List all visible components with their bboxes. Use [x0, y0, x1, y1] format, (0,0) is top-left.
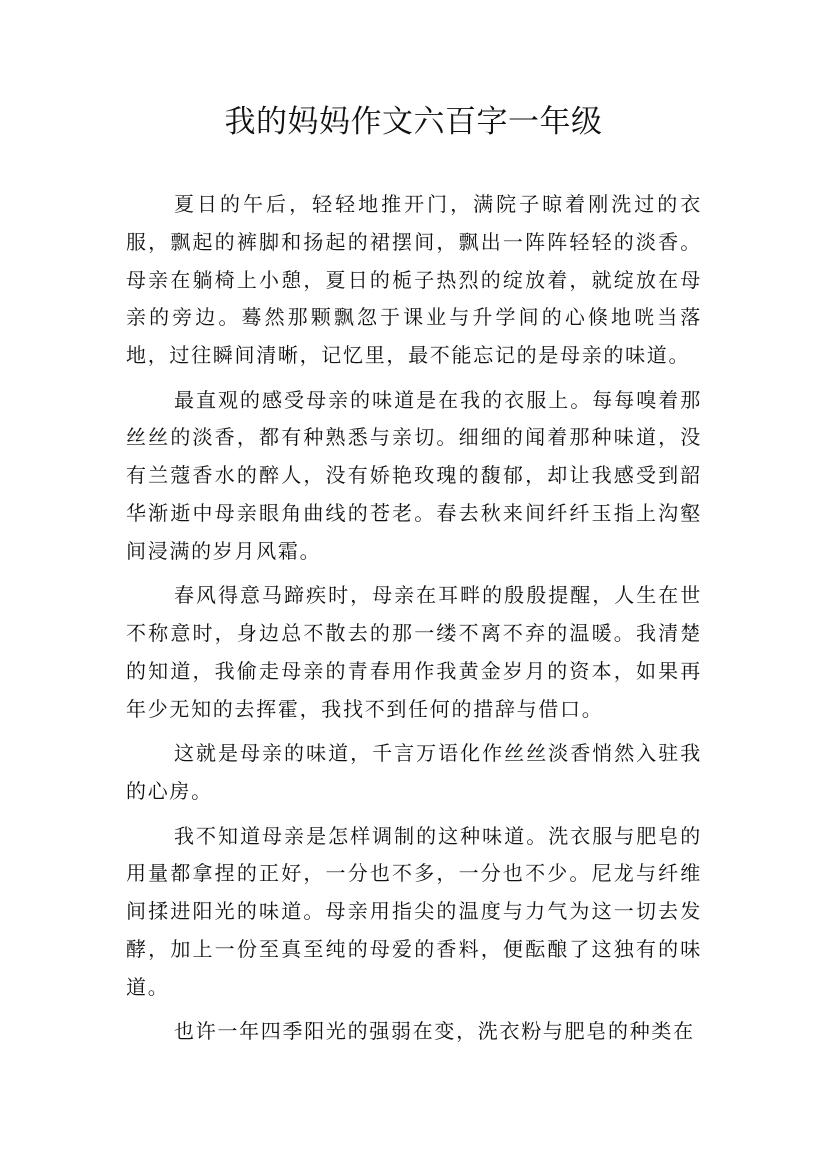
- paragraph: 这就是母亲的味道，千言万语化作丝丝淡香悄然入驻我的心房。: [126, 741, 702, 804]
- paragraph: 夏日的午后，轻轻地推开门，满院子晾着刚洗过的衣服，飘起的裤脚和扬起的裙摆间，飘出一阵阵轻轻的淡香。母亲在躺椅上小憩，夏日的栀子热烈的绽放着，就绽放在母亲的旁边。蓦然那颗飘忽于课业与升学间的心倏地咣当落地，过往瞬间清晰，记忆里，最不能忘记的是母亲的味道。: [126, 192, 702, 368]
- paragraph: 也许一年四季阳光的强弱在变，洗衣粉与肥皂的种类在: [174, 1019, 695, 1044]
- document-body: [126, 186, 702, 1058]
- document-title: 我的妈妈作文六百字一年级: [224, 104, 603, 140]
- paragraph: 春风得意马蹄疾时，母亲在耳畔的殷殷提醒，人生在世不称意时，身边总不散去的那一缕不离不弃的温暖。我清楚的知道，我偷走母亲的青春用作我黄金岁月的资本，如果再年少无知的去挥霍，我找不到任何的措辞与借口。: [126, 583, 702, 721]
- paragraph: 最直观的感受母亲的味道是在我的衣服上。每每嗅着那丝丝的淡香，都有种熟悉与亲切。细细的闻着那种味道，没有兰蔻香水的醉人，没有娇艳玫瑰的馥郁，却让我感受到韶华渐逝中母亲眼角曲线的苍老。春去秋来间纤纤玉指上沟壑间浸满的岁月风霜。: [126, 387, 702, 563]
- paragraph: 我不知道母亲是怎样调制的这种味道。洗衣服与肥皂的用量都拿捏的正好，一分也不多，一分也不少。尼龙与纤维间揉进阳光的味道。母亲用指尖的温度与力气为这一切去发酵，加上一份至真至纯的母爱的香料，便酝酿了这独有的味道。: [126, 823, 702, 999]
